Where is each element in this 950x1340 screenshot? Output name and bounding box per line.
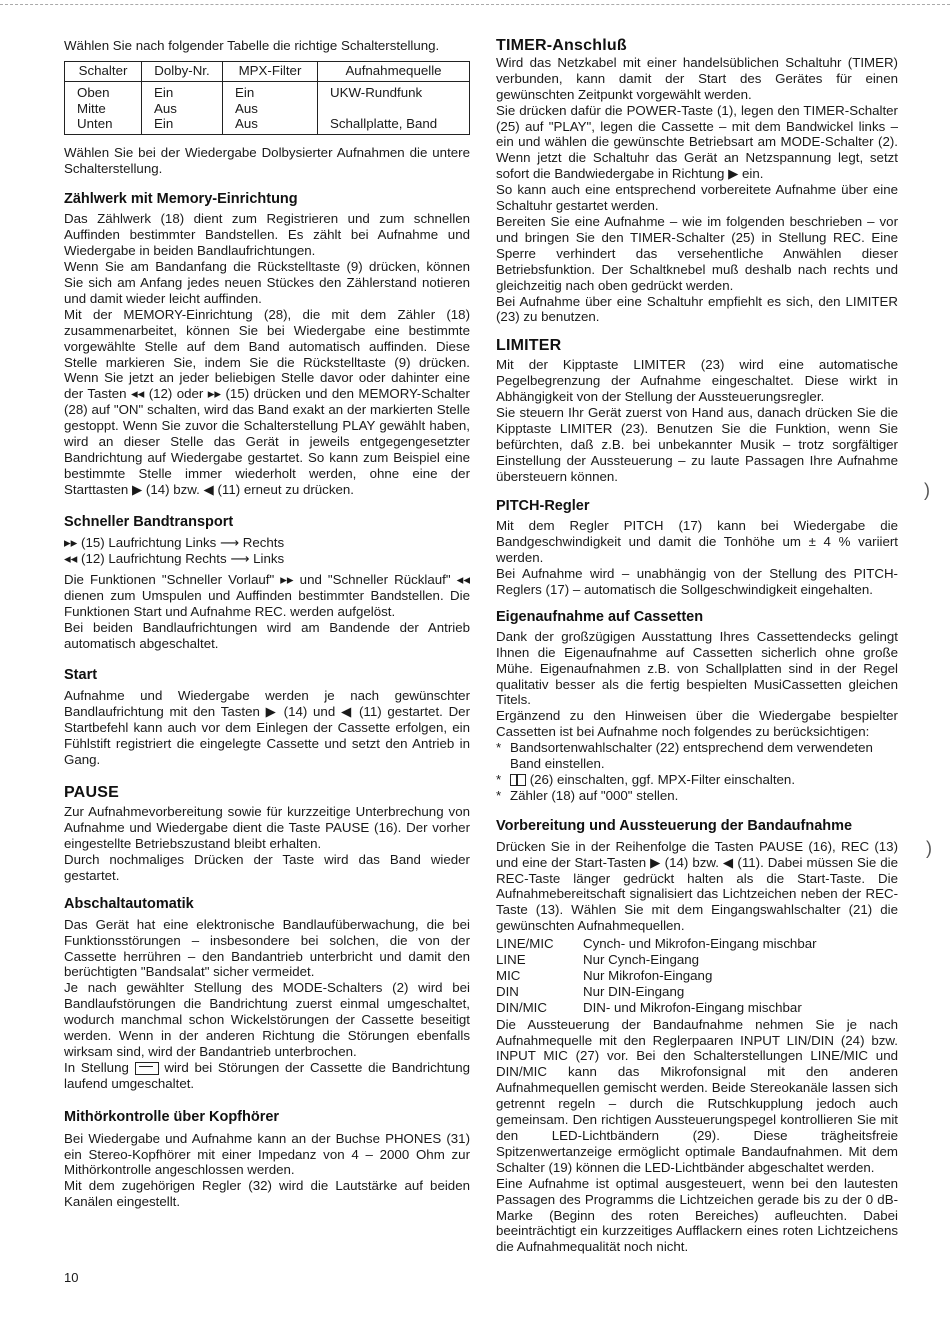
- section-heading-mithoerkontrolle: Mithörkontrolle über Kopfhörer: [64, 1108, 280, 1125]
- dolby-icon: [510, 774, 526, 786]
- list-item-text: Bandsortenwahlschalter (22) entsprechend dem verwendeten Band einstellen.: [510, 740, 873, 772]
- input-key: LINE/MIC: [496, 936, 554, 952]
- table-intro: Wählen Sie nach folgender Tabelle die richtige Schalterstellung.: [64, 38, 440, 53]
- table-cell: Oben: [65, 81, 142, 100]
- paragraph: Das Zählwerk (18) dient zum Registrieren und zum schnellen Auffinden bestimmter Bandstellen. Es zählt bei Aufnahme und Wiedergabe in beiden Bandlaufrichtungen.: [64, 211, 470, 259]
- input-desc: Nur Cynch-Eingang: [583, 952, 700, 968]
- paragraph: Aufnahme und Wiedergabe werden je nach gewünschter Bandlaufrichtung mit den Tasten ▶ (14) und ◀ (11) gestartet. Der Startbefehl kann auch vor dem Einlegen der Cassette erfolgen, ein Fühlstift registriert die eingelegte Cassette und setzt den Antrieb in Gang.: [64, 687, 470, 767]
- paragraph: So kann auch eine entsprechend vorbereitete Aufnahme über eine Schaltuhr gestartet werden.: [496, 182, 898, 214]
- table-cell: Ein: [223, 81, 318, 100]
- section-heading-eigenaufnahme: Eigenaufnahme auf Cassetten: [496, 608, 704, 625]
- table-header-row: [65, 61, 470, 81]
- switch-position-table: [64, 61, 470, 135]
- table-cell: Schallplatte, Band: [318, 116, 470, 134]
- paragraph: Bei Aufnahme wird – unabhängig von der Stellung des PITCH-Reglers (17) – automatisch die Sollgeschwindigkeit eingehalten.: [496, 566, 898, 597]
- paragraph: Zur Aufnahmevorbereitung sowie für kurzzeitige Unterbrechung von Aufnahme und Wiedergabe dient die Taste PAUSE (16). Der vorher eingestellte Betriebszustand bleibt erhalten.: [64, 804, 470, 852]
- table-cell: Aus: [223, 116, 318, 134]
- paragraph: Mit der MEMORY-Einrichtung (28), die mit dem Zähler (18) zusammenarbeitet, können Sie bei Wiedergabe eine bestimmte vorgewählte Stelle auf dem Band automatisch auffinden. Diese Stelle markieren Sie, indem Sie die Rückstelltaste (9) drücken. Wenn Sie jetzt an jeder beliebigen Stelle davor oder dahinter eine der Tasten ◂◂ (12) oder ▸▸ (15) drücken und den MEMORY-Schalter (28) auf "ON" schalten, wird das Band exakt an der markierten Stelle gestoppt. Wenn Sie zuvor die Schalterstellung PLAY gewählt haben, wird an dieser Stelle das Gerät in jeweils entgegengesetzter Bandrichtung auf Wiedergabe gestartet. So kann zum Beispiel eine bestimmte Stelle immer wiederholt werden, ohne eine der Starttasten ▶ (14) bzw. ◀ (11) erneut zu drücken.: [64, 306, 470, 497]
- list-item: [496, 936, 898, 952]
- paragraph: Bei Aufnahme über eine Schaltuhr empfiehlt es sich, den LIMITER (23) zu benutzen.: [496, 293, 898, 325]
- list-item: [496, 952, 898, 968]
- paragraph: Drücken Sie in der Reihenfolge die Tasten PAUSE (16), REC (13) und eine der Start-Tasten ▶ (14) bzw. ◀ (11). Dabei müssen Sie die REC-Taste länger gedrückt halten als die Start-Taste. Die Aufnahmebereitschaft signalisiert das Lichtzeichen neben der REC-Taste (13). Wählen Sie mit dem Eingangswahlschalter (21) die gewünschten Aufnahmequellen.: [496, 838, 898, 934]
- list-item-text: (26) einschalten, ggf. MPX-Filter einschalten.: [529, 771, 796, 787]
- list-item: [496, 772, 898, 788]
- input-desc: Nur Mikrofon-Eingang: [583, 967, 713, 983]
- table-header: MPX-Filter: [223, 61, 318, 81]
- section-heading-limiter: LIMITER: [496, 337, 562, 355]
- page-top-border: [0, 4, 950, 6]
- list-item: [496, 788, 898, 804]
- input-key: LINE: [496, 952, 526, 968]
- bullet-mark: *: [496, 771, 502, 787]
- section-heading-timer: TIMER-Anschluß: [496, 37, 627, 54]
- paragraph: Eine Aufnahme ist optimal ausgesteuert, wenn bei den lautesten Passagen des Programms die Lichtzeichen gerade bis zu der 0 dB-Marke (Beginn des roten Bereiches) aufleuchten. Dabei beeinträchtigt ein kurzzeitiges Aufflackern eines roten Lichtzeichens die Aufnahmequalität noch nicht.: [496, 1175, 898, 1255]
- input-desc: Nur DIN-Eingang: [583, 983, 685, 999]
- section-heading-schneller: Schneller Bandtransport: [64, 513, 234, 530]
- list-item: [496, 984, 898, 1000]
- paragraph: Das Gerät hat eine elektronische Bandlaufüberwachung, die bei Funktionsstörungen – insbesondere bei solchen, die von der Cassette herrühren – den Bandantrieb unterbricht und damit den berüchtigten "Bandsalat" sicher vermeidet.: [64, 916, 470, 980]
- section-heading-pause: PAUSE: [64, 784, 119, 802]
- input-key: DIN: [496, 983, 519, 999]
- section-heading-vorbereitung: Vorbereitung und Aussteuerung der Bandaufnahme: [496, 817, 853, 834]
- list-item-content: [510, 772, 795, 788]
- fast-forward-line: ▸▸ (15) Laufrichtung Links ⟶ Rechts: [64, 534, 285, 550]
- paragraph: Bei beiden Bandlaufrichtungen wird am Bandende der Antrieb automatisch abgeschaltet.: [64, 620, 470, 652]
- right-column: [496, 38, 898, 1255]
- paragraph: Bei Wiedergabe und Aufnahme kann an der Buchse PHONES (31) ein Stereo-Kopfhörer mit einer Impedanz von 4 – 2000 Ohm zur Mithörkontrolle angeschlossen werden.: [64, 1130, 470, 1178]
- bullet-mark: *: [496, 787, 502, 803]
- paragraph: Mit der Kipptaste LIMITER (23) wird eine automatische Pegelbegrenzung der Aufnahme eingeschaltet. Diese wirkt in Abhängigkeit von der Stellung der Aussteuerungsregler.: [496, 357, 898, 405]
- margin-mark-icon: ): [924, 480, 930, 500]
- list-item: [496, 968, 898, 984]
- page-number: 10: [64, 1270, 79, 1285]
- input-key: MIC: [496, 967, 521, 983]
- table-cell: Ein: [142, 81, 223, 100]
- input-desc: DIN- und Mikrofon-Eingang mischbar: [583, 999, 802, 1015]
- table-row: [65, 116, 470, 134]
- left-column: [64, 38, 470, 1210]
- table-header: Schalter: [65, 61, 142, 81]
- paragraph: [64, 1060, 470, 1092]
- section-heading-abschaltautomatik: Abschaltautomatik: [64, 895, 194, 912]
- input-desc: Cynch- und Mikrofon-Eingang mischbar: [583, 936, 817, 952]
- table-cell: Mitte: [65, 101, 142, 117]
- table-row: [65, 81, 470, 100]
- list-item-text: Zähler (18) auf "000" stellen.: [510, 787, 679, 803]
- paragraph: Mit dem zugehörigen Regler (32) wird die Lautstärke auf beiden Kanälen eingestellt.: [64, 1178, 470, 1210]
- table-cell: Ein: [142, 116, 223, 134]
- table-cell: Aus: [142, 101, 223, 117]
- after-table-note: Wählen Sie bei der Wiedergabe Dolbysierter Aufnahmen die untere Schalterstellung.: [64, 144, 470, 176]
- paragraph: Ergänzend zu den Hinweisen über die Wiedergabe bespielter Cassetten ist bei Aufnahme noch folgendes zu berücksichtigen:: [496, 708, 898, 740]
- paragraph: Sie drücken dafür die POWER-Taste (1), legen den TIMER-Schalter (25) auf "PLAY", legen die Cassette – mit dem Bandwickel links – ein und wählen die gewünschte Betriebsart am MODE-Schalter (2). Wenn jetzt die Schaltuhr das Gerät an Netzspannung legt, setzt sofort die Bandwiedergabe in Richtung ▶ ein.: [496, 102, 898, 182]
- section-heading-start: Start: [64, 666, 98, 683]
- paragraph: Durch nochmaliges Drücken der Taste wird das Band wieder gestartet.: [64, 852, 470, 883]
- table-cell: UKW-Rundfunk: [318, 81, 470, 100]
- margin-mark-icon: ): [926, 838, 932, 858]
- input-source-list: [496, 936, 898, 1016]
- cassette-reverse-icon: [135, 1062, 159, 1075]
- paragraph: Dank der großzügigen Ausstattung Ihres Cassettendecks gelingt Ihnen die Eigenaufnahme auf Cassetten sicherlich ohne große Mühe. Eigenaufnahmen z.B. von Schallplatten sind in der Regel qualitativ besser als die fertig bespielten MusiCassetten gleichen Titels.: [496, 628, 898, 708]
- paragraph: Je nach gewählter Stellung des MODE-Schalters (2) wird bei Bandlaufstörungen die Bandrichtung zuerst einmal umgeschaltet, wodurch manchmal schon Wickelstörungen der Cassette beseitigt werden. Wenn in der anderen Richtung die Störungen ebenfalls wirksam sind, wird der Bandantrieb unterbrochen.: [64, 980, 470, 1059]
- rewind-line: ◂◂ (12) Laufrichtung Rechts ⟶ Links: [64, 550, 285, 566]
- paragraph: Sie steuern Ihr Gerät zuerst von Hand aus, danach drücken Sie die Kipptaste LIMITER (23). Benutzen Sie die Funktion, wenn Sie befürchten, daß z.B. bei unbekannter Musik – trotz sorgfältiger Einstellung der Aussteuerung – zu laute Passagen Ihre Aufnahme übersteuern können.: [496, 404, 898, 484]
- table-cell: Unten: [65, 116, 142, 134]
- section-heading-zaehlwerk: Zählwerk mit Memory-Einrichtung: [64, 190, 298, 207]
- list-item: [496, 1000, 898, 1016]
- list-item: [496, 740, 898, 772]
- paragraph: Bereiten Sie eine Aufnahme – wie im folgenden beschrieben – vor und bringen Sie den TIMER-Schalter (25) in Stellung REC. Eine Sperre verhindert das versehentliche Anwählen dieser Betriebsfunktion. Der Schaltknebel muß deshalb nach rechts und gleichzeitig nach oben gedrückt werden.: [496, 213, 898, 293]
- paragraph: Mit dem Regler PITCH (17) kann bei Wiedergabe die Bandgeschwindigkeit und damit die Tonhöhe um ± 4 % variiert werden.: [496, 518, 898, 566]
- input-key: DIN/MIC: [496, 999, 547, 1015]
- table-row: [65, 101, 470, 117]
- table-cell: [318, 101, 470, 117]
- bullet-mark: *: [496, 740, 502, 756]
- paragraph-text: wird bei Störungen der Cassette die Bandrichtung laufend umgeschaltet.: [64, 1059, 470, 1091]
- table-cell: Aus: [223, 101, 318, 117]
- paragraph-text: In Stellung: [64, 1059, 129, 1075]
- paragraph: Die Aussteuerung der Bandaufnahme nehmen Sie je nach Aufnahmequelle mit den Reglerpaaren INPUT LIN/DIN (24) bzw. INPUT MIC (27) vor. Bei den Schalterstellungen LINE/MIC und DIN/MIC kann das Mikrofonsignal mit den anderen Aufnahmequellen gemischt werden. Beide Stereokanäle lassen sich getrennt regeln – durch die Rutschkupplung jedoch auch gemeinsam. Den richtigen Aussteuerungspegel kontrollieren Sie mit den LED-Lichtbändern (29). Diese trägheitsfreie Spitzenwertanzeige ermöglicht optimale Bandaufnahmen. Mit dem Schalter (19) können die LED-Lichtbänder abgeschaltet werden.: [496, 1016, 898, 1175]
- paragraph: Wenn Sie am Bandanfang die Rückstelltaste (9) drücken, können Sie sich am Anfang jedes neuen Stückes den Zählerstand notieren und damit wieder leicht auffinden.: [64, 259, 470, 306]
- paragraph: Wird das Netzkabel mit einer handelsüblichen Schaltuhr (TIMER) verbunden, kann damit der Start des Gerätes für einen gewünschten Zeitpunkt vorgewählt werden.: [496, 54, 898, 102]
- paragraph: Die Funktionen "Schneller Vorlauf" ▸▸ und "Schneller Rücklauf" ◂◂ dienen zum Umspulen und Auffinden bestimmter Bandstellen. Die Funktionen Start und Aufnahme REC. werden aufgelöst.: [64, 572, 470, 620]
- table-header: Dolby-Nr.: [142, 61, 223, 81]
- section-heading-pitch: PITCH-Regler: [496, 498, 590, 515]
- table-header: Aufnahmequelle: [318, 61, 470, 81]
